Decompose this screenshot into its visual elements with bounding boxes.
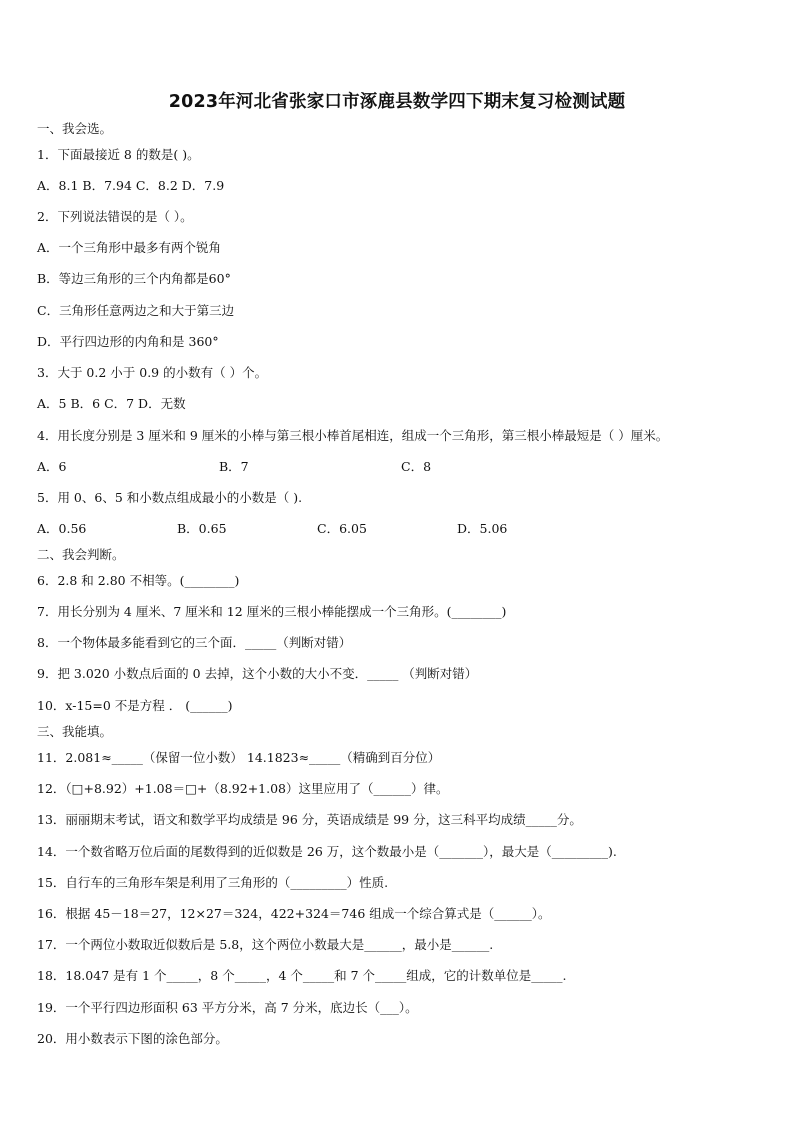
question-14: 14．一个数省略万位后面的尾数得到的近似数是 26 万，这个数最小是（_______），最大是（_________). xyxy=(37,844,617,859)
question-4-options xyxy=(37,459,583,475)
question-12: 12．（□+8.92）+1.08＝□+（8.92+1.08）这里应用了（______）律。 xyxy=(37,781,449,796)
option-c: C．6.05 xyxy=(317,521,367,536)
question-3-options: A．5 B．6 C．7 D．无数 xyxy=(37,396,186,411)
question-4: 4．用长度分别是 3 厘米和 9 厘米的小棒与第三根小棒首尾相连，组成一个三角形，第三根小棒最短是（ ）厘米。 xyxy=(37,428,669,443)
question-2-option-b: B．等边三角形的三个内角都是60° xyxy=(37,271,231,286)
question-15: 15．自行车的三角形车架是利用了三角形的（_________）性质. xyxy=(37,875,389,890)
option-a: A．6 xyxy=(37,459,67,474)
question-3: 3．大于 0.2 小于 0.9 的小数有（ ）个。 xyxy=(37,365,268,380)
question-8: 8．一个物体最多能看到它的三个面．_____（判断对错） xyxy=(37,635,352,650)
page-title: 2023年河北省张家口市涿鹿县数学四下期末复习检测试题 xyxy=(168,92,626,112)
question-2-option-c: C．三角形任意两边之和大于第三边 xyxy=(37,303,235,318)
question-1: 1．下面最接近 8 的数是( )。 xyxy=(37,147,200,162)
question-10: 10．x-15=0 不是方程 ． (______) xyxy=(37,698,233,713)
option-d: D．5.06 xyxy=(457,521,508,536)
question-9: 9．把 3.020 小数点后面的 0 去掉，这个小数的大小不变．_____ （判断对错） xyxy=(37,666,478,681)
question-2-option-d: D．平行四边形的内角和是 360° xyxy=(37,334,219,349)
question-5: 5．用 0、6、5 和小数点组成最小的小数是（ ). xyxy=(37,490,303,505)
question-1-options: A．8.1 B．7.94 C．8.2 D．7.9 xyxy=(37,178,225,193)
question-7: 7．用长分别为 4 厘米、7 厘米和 12 厘米的三根小棒能摆成一个三角形。(________) xyxy=(37,604,507,619)
option-b: B．7 xyxy=(219,459,249,474)
question-5-options xyxy=(37,521,597,537)
question-6: 6．2.8 和 2.80 不相等。(________) xyxy=(37,573,240,588)
section-heading-judge: 二、我会判断。 xyxy=(37,547,125,562)
question-2: 2．下列说法错误的是（ ）。 xyxy=(37,209,193,224)
question-2-option-a: A．一个三角形中最多有两个锐角 xyxy=(37,240,222,255)
option-a: A．0.56 xyxy=(37,521,87,536)
option-b: B．0.65 xyxy=(177,521,227,536)
section-heading-choice: 一、我会选。 xyxy=(37,121,113,136)
section-heading-fill: 三、我能填。 xyxy=(37,724,113,739)
question-13: 13．丽丽期末考试，语文和数学平均成绩是 96 分，英语成绩是 99 分，这三科平均成绩_____分。 xyxy=(37,812,582,827)
question-11: 11．2.081≈_____（保留一位小数） 14.1823≈_____（精确到百分位） xyxy=(37,750,441,765)
question-17: 17．一个两位小数取近似数后是 5.8，这个两位小数最大是______，最小是______. xyxy=(37,937,494,952)
question-19: 19．一个平行四边形面积 63 平方分米，高 7 分米，底边长（___）。 xyxy=(37,1000,418,1015)
question-18: 18．18.047 是有 1 个_____，8 个_____，4 个_____和 7 个_____组成，它的计数单位是_____. xyxy=(37,968,567,983)
option-c: C．8 xyxy=(401,459,432,474)
question-20: 20．用小数表示下图的涂色部分。 xyxy=(37,1031,228,1046)
question-16: 16．根据 45－18＝27，12×27＝324，422+324＝746 组成一个综合算式是（______）。 xyxy=(37,906,551,921)
